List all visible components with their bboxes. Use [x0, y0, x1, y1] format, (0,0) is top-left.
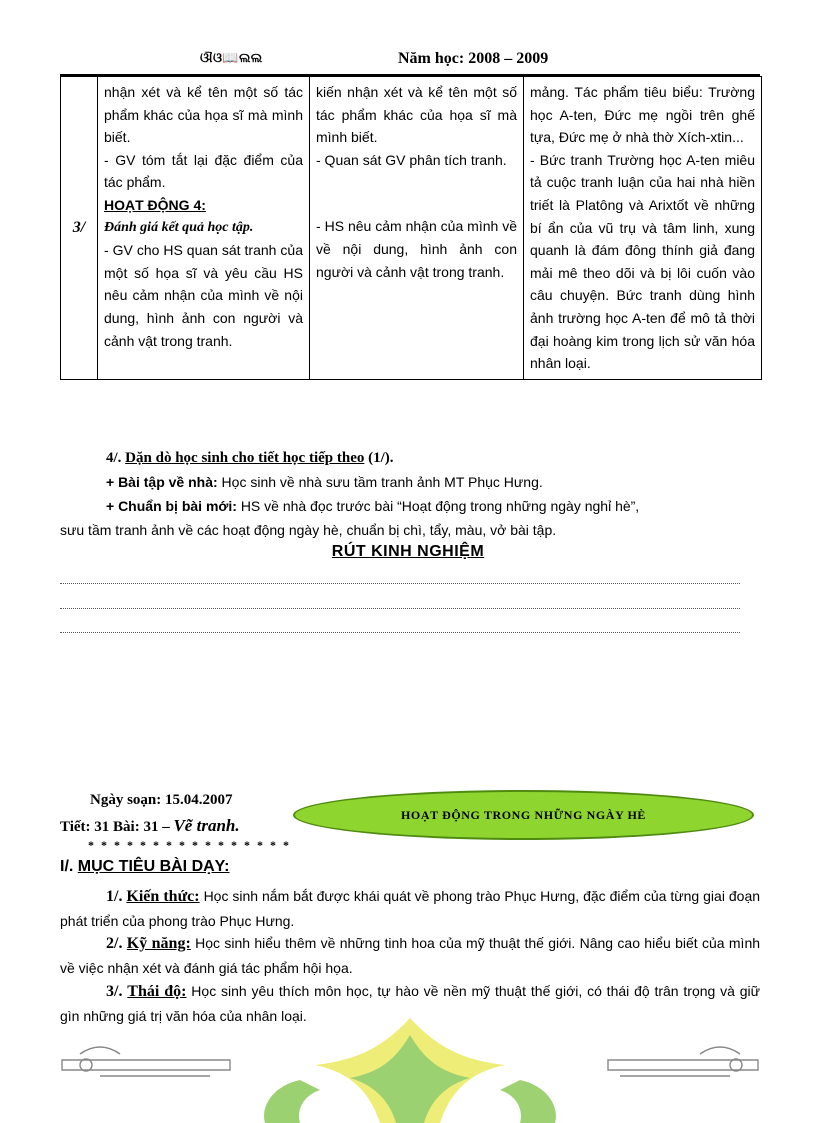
right-scroll-ornament: [608, 1047, 758, 1076]
activity-heading: HOẠT ĐỘNG 4:: [104, 196, 206, 213]
objective-label: Kiến thức:: [126, 888, 200, 905]
section-duration: (1/).: [368, 450, 394, 466]
table-row: [61, 77, 762, 380]
objective-text: Học sinh hiểu thêm về những tinh hoa của mỹ thuật thế giới. Nâng cao hiểu biết của mình về việc nhận xét và đánh giá tác phẩm hội họa.: [60, 935, 761, 976]
objective-knowledge: 1/. Kiến thức: Học sinh nắm bắt được khái quát về phong trào Phục Hưng, đặc điểm của từng giai đoạn phát triển của phong trào Phục Hưng.: [60, 888, 761, 929]
section-4-heading: [106, 450, 394, 467]
objectives-number: I/.: [60, 858, 74, 875]
objective-label: Thái độ:: [127, 983, 187, 1000]
experience-title: RÚT KINH NGHIỆM: [331, 543, 485, 560]
objectives-heading: [60, 858, 230, 876]
homework-label: + Bài tập về nhà:: [106, 474, 218, 490]
header-ornament: ଔଓ📖ଲଲ: [200, 50, 263, 65]
dotted-line: [60, 632, 740, 633]
teacher-activity-cell: [98, 77, 310, 380]
prepare-line-2: sưu tầm tranh ảnh về các hoạt động ngày hè, chuẩn bị chì, tẩy, màu, vở bài tập.: [60, 522, 557, 538]
teacher-text: - GV cho HS quan sát tranh của một số họa sĩ và yêu cầu HS nêu cảm nhận của mình về nội dung, hình ảnh con người và cảnh vật trong tranh.: [104, 242, 303, 349]
objective-text: Học sinh yêu thích môn học, tự hào về nền mỹ thuật thế giới, có thái độ trân trọng và giữ gìn những giá trị văn hóa của nhân loại.: [60, 983, 761, 1024]
prepare-line: [106, 498, 639, 514]
lesson-period: [60, 816, 240, 836]
content-cell: [524, 77, 762, 380]
section-title: Dặn dò học sinh cho tiết học tiếp theo: [125, 450, 365, 466]
objective-skills: 2/. Kỹ năng: Học sinh hiểu thêm về những tinh hoa của mỹ thuật thế giới. Nâng cao hiểu biết của mình về việc nhận xét và đánh giá tác phẩm hội họa.: [60, 935, 761, 976]
student-text: kiến nhận xét và kể tên một số tác phẩm khác của họa sĩ mà mình biết.: [316, 84, 517, 146]
teacher-text: - GV tóm tắt lại đặc điểm của tác phẩm.: [104, 151, 303, 191]
center-flame-ornament: [264, 1018, 556, 1123]
content-text: - Bức tranh Trường học A-ten miêu tả cuộc tranh luận của hai nhà hiền triết là Platông và Arixtốt về những bí ẩn của vũ trụ và tâm linh, xung quanh là đám đông thính giả đang mải mê theo dõi và bị lôi cuốn vào câu chuyện. Bức tranh dùng hình ảnh trường học A-ten để mô tả thời đại hoàng kim trong lịch sử văn hóa nhân loại.: [530, 151, 755, 372]
student-text: - HS nêu cảm nhận của mình về về nội dung, hình ảnh con người và cảnh vật trong tranh.: [316, 218, 517, 280]
banner-text: HOẠT ĐỘNG TRONG NHỮNG NGÀY HÈ: [400, 807, 647, 822]
objectives-title: MỤC TIÊU BÀI DẠY:: [77, 858, 230, 875]
content-text: mảng. Tác phẩm tiêu biểu: Trường học A-ten, Đức mẹ ngồi trên ghế tựa, Đức mẹ ở nhà thờ Xích-xtin...: [530, 84, 755, 146]
prepare-text: HS về nhà đọc trước bài “Hoạt động trong những ngày nghỉ hè”,: [240, 498, 640, 514]
dotted-line: [60, 583, 740, 584]
teacher-text: nhận xét và kể tên một số tác phẩm khác của họa sĩ mà mình biết.: [104, 84, 303, 146]
homework-text: Học sinh về nhà sưu tầm tranh ảnh MT Phục Hưng.: [221, 474, 543, 490]
student-text: - Quan sát GV phân tích tranh.: [316, 151, 507, 168]
dotted-line: [60, 608, 740, 609]
section-number: 4/.: [106, 450, 122, 466]
homework-line: [106, 474, 543, 490]
objective-text: Học sinh nắm bắt được khái quát về phong trào Phục Hưng, đặc điểm của từng giai đoạn phát triển của phong trào Phục Hưng.: [60, 888, 761, 929]
footer-ornament: [60, 1010, 760, 1123]
student-activity-cell: [310, 77, 524, 380]
time-cell: 3/: [61, 77, 98, 380]
activity-table: [60, 76, 762, 380]
lesson-title-banner: [293, 790, 754, 840]
prepare-label: + Chuẩn bị bài mới:: [106, 498, 237, 514]
subject-text: Vẽ tranh.: [173, 816, 240, 835]
objective-attitude: 3/. Thái độ: Học sinh yêu thích môn học, tự hào về nền mỹ thuật thế giới, có thái độ trân trọng và giữ gìn những giá trị văn hóa của nhân loại.: [60, 983, 761, 1024]
left-scroll-ornament: [62, 1047, 230, 1076]
objective-label: Kỹ năng:: [126, 935, 191, 952]
star-divider: * * * * * * * * * * * * * * * *: [88, 838, 291, 852]
school-year: Năm học: 2008 – 2009: [398, 50, 549, 67]
prep-date: Ngày soạn: 15.04.2007: [90, 792, 233, 808]
activity-title: Đánh giá kết quả học tập.: [104, 219, 254, 235]
period-text: Tiết: 31 Bài: 31 –: [60, 819, 174, 835]
